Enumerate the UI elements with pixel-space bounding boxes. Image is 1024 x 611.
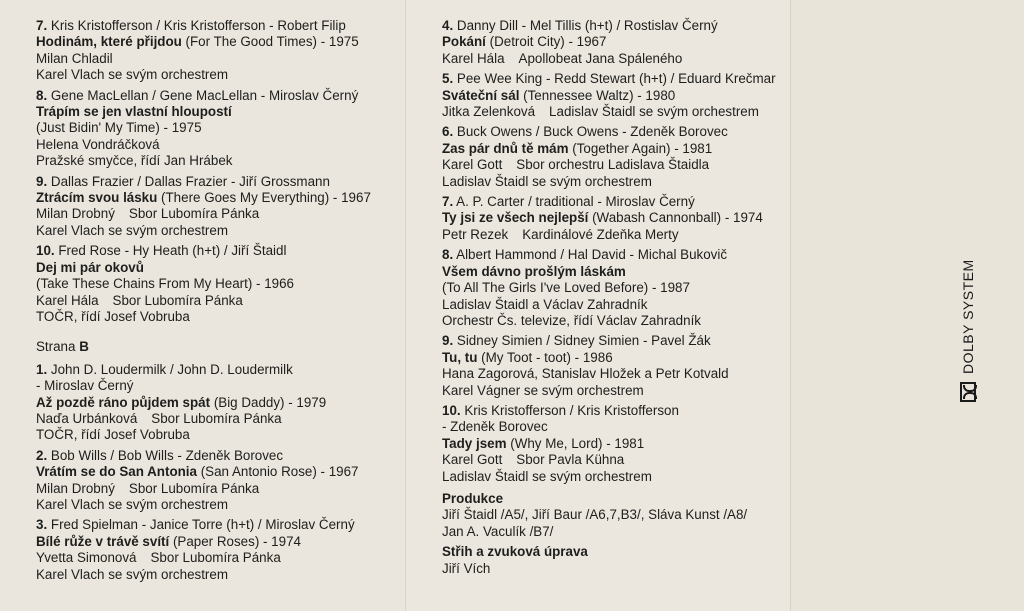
track-original-title: (Together Again) - 1981 xyxy=(568,140,713,156)
track-performers xyxy=(36,309,396,325)
track-performers xyxy=(36,276,396,292)
track-czech-title: Až pozdě ráno půjdem spát xyxy=(36,394,211,410)
track-authors-cont: - Zdeněk Borovec xyxy=(442,419,548,435)
track-czech-title: Ztrácím svou lásku xyxy=(36,190,158,206)
track-credits xyxy=(36,448,396,464)
track-number: 3. xyxy=(36,517,48,533)
track-authors: Pee Wee King - Redd Stewart (h+t) / Eduard Krečmar xyxy=(453,71,776,87)
track-authors: Danny Dill - Mel Tillis (h+t) / Rostislav Černý xyxy=(453,18,718,33)
track-czech-title: Hodinám, které přijdou xyxy=(36,34,182,50)
track-performers xyxy=(36,481,396,497)
track-czech-title: Zas pár dnů tě mám xyxy=(442,140,569,156)
track-authors: Fred Spielman - Janice Torre (h+t) / Miroslav Černý xyxy=(47,517,355,533)
track-title xyxy=(442,34,787,50)
track-original-title: (Big Daddy) - 1979 xyxy=(210,394,327,410)
track-performers xyxy=(442,366,787,382)
track-authors: Sidney Simien / Sidney Simien - Pavel Žák xyxy=(453,333,711,349)
track-number: 10. xyxy=(442,402,461,418)
performer: Ladislav Štaidl se svým orchestrem xyxy=(442,468,652,484)
track-authors-cont: - Miroslav Černý xyxy=(36,378,134,394)
performer: Pražské smyčce, řídí Jan Hrábek xyxy=(36,153,233,169)
performer: Jitka Zelenková xyxy=(442,104,536,120)
track-title xyxy=(442,88,787,104)
performer: TOČR, řídí Josef Vobruba xyxy=(36,308,190,324)
performer: Karel Gott xyxy=(442,157,503,173)
track-title xyxy=(36,395,396,411)
performer: Sbor Lubomíra Pánka xyxy=(150,550,281,566)
performer: Karel Vlach se svým orchestrem xyxy=(36,566,228,582)
side-b-track-list-left xyxy=(36,362,396,583)
track-original-title: (San Antonio Rose) - 1967 xyxy=(196,464,359,480)
track-title xyxy=(36,534,396,550)
track-credits xyxy=(442,194,787,210)
track-title xyxy=(442,141,787,157)
track-entry xyxy=(36,243,396,325)
performer: Sbor Lubomíra Pánka xyxy=(128,480,260,496)
production-line: Jiří Štaidl /A5/, Jiří Baur /A6,7,B3/, Sláva Kunst /A8/ xyxy=(442,507,748,523)
performer: Naďa Urbánková xyxy=(36,410,138,426)
track-entry xyxy=(36,517,396,583)
track-entry xyxy=(36,18,396,84)
track-credits xyxy=(442,18,787,34)
track-czech-title: Ty jsi ze všech nejlepší xyxy=(442,210,589,226)
track-performers xyxy=(36,120,396,136)
track-credits xyxy=(36,174,396,190)
performer: Yvetta Simonová xyxy=(36,550,137,566)
edit-name: Jiří Vích xyxy=(442,560,491,576)
track-entry xyxy=(36,88,396,170)
performer: TOČR, řídí Josef Vobruba xyxy=(36,427,190,443)
track-czech-title: Pokání xyxy=(442,34,486,50)
performer: Helena Vondráčková xyxy=(36,136,160,152)
track-number: 2. xyxy=(36,447,48,463)
track-title xyxy=(36,34,396,50)
track-performers xyxy=(36,427,396,443)
track-czech-title: Dej mi pár okovů xyxy=(36,259,144,275)
track-number: 1. xyxy=(36,361,48,377)
track-credits xyxy=(36,362,396,378)
track-title xyxy=(36,190,396,206)
track-number: 5. xyxy=(442,71,454,87)
performer: Sbor Lubomíra Pánka xyxy=(112,292,243,308)
track-credits xyxy=(442,247,787,263)
performer: Apollobeat Jana Spáleného xyxy=(518,50,683,66)
track-performers xyxy=(442,104,787,120)
track-title xyxy=(442,436,787,452)
track-authors: A. P. Carter / traditional - Miroslav Černý xyxy=(453,194,695,210)
track-performers xyxy=(442,469,787,485)
performer: Karel Vlach se svým orchestrem xyxy=(36,222,228,238)
track-number: 9. xyxy=(36,173,48,189)
track-title xyxy=(36,260,396,276)
performer: Orchestr Čs. televize, řídí Václav Zahradník xyxy=(442,312,701,328)
track-entry xyxy=(36,448,396,514)
track-authors: Kris Kristofferson / Kris Kristofferson xyxy=(460,402,679,418)
dolby-logo-icon xyxy=(960,382,976,402)
track-number: 9. xyxy=(442,333,454,349)
track-title xyxy=(442,264,787,280)
track-performers xyxy=(36,293,396,309)
track-performers xyxy=(36,206,396,222)
side-b-track-list-right xyxy=(442,18,787,485)
production-credits xyxy=(442,491,787,577)
performer: Milan Drobný xyxy=(36,480,115,496)
track-original-title: (Detroit City) - 1967 xyxy=(485,34,607,50)
track-czech-title: Sváteční sál xyxy=(442,87,520,103)
track-number: 10. xyxy=(36,243,55,259)
track-authors: Buck Owens / Buck Owens - Zdeněk Borovec xyxy=(453,124,728,140)
track-performers xyxy=(442,157,787,173)
performer: Ladislav Štaidl a Václav Zahradník xyxy=(442,296,648,312)
track-authors: Bob Wills / Bob Wills - Zdeněk Borovec xyxy=(47,447,284,463)
track-title xyxy=(442,350,787,366)
track-performers xyxy=(442,51,787,67)
track-title xyxy=(36,104,396,120)
track-authors: Fred Rose - Hy Heath (h+t) / Jiří Štaidl xyxy=(54,243,287,259)
track-entry xyxy=(442,403,787,485)
performer: Karel Hála xyxy=(442,50,505,66)
track-entry xyxy=(442,194,787,243)
track-number: 7. xyxy=(36,18,48,33)
track-original-title: (For The Good Times) - 1975 xyxy=(181,34,359,50)
dolby-system-mark xyxy=(960,259,976,402)
track-original-title: (Paper Roses) - 1974 xyxy=(169,533,301,549)
track-authors: Dallas Frazier / Dallas Frazier - Jiří Grossmann xyxy=(47,173,330,189)
track-credits xyxy=(442,124,787,140)
performer: Milan Chladil xyxy=(36,50,113,66)
track-czech-title: Vrátím se do San Antonia xyxy=(36,464,197,480)
production-line: Jan A. Vaculík /B7/ xyxy=(442,523,554,539)
track-number: 6. xyxy=(442,124,454,140)
dolby-text: DOLBY SYSTEM xyxy=(960,259,976,374)
track-credits xyxy=(442,71,787,87)
right-panel xyxy=(790,0,1024,611)
track-performers xyxy=(36,567,396,583)
track-performers xyxy=(36,137,396,153)
track-czech-title: Bílé růže v trávě svítí xyxy=(36,533,170,549)
track-performers xyxy=(442,297,787,313)
track-credits xyxy=(442,403,787,419)
track-title xyxy=(442,210,787,226)
track-number: 8. xyxy=(36,87,48,103)
track-performers xyxy=(36,67,396,83)
track-performers xyxy=(36,223,396,239)
track-credits xyxy=(36,517,396,533)
track-performers xyxy=(442,227,787,243)
track-czech-title: Všem dávno prošlým láskám xyxy=(442,263,626,279)
production-heading: Produkce xyxy=(442,490,504,506)
performer: Sbor Lubomíra Pánka xyxy=(128,206,260,222)
track-original-title: (My Toot - toot) - 1986 xyxy=(477,349,613,365)
performer: Kardinálové Zdeňka Merty xyxy=(522,226,679,242)
track-number: 8. xyxy=(442,247,454,263)
performer: (Take These Chains From My Heart) - 1966 xyxy=(36,276,294,292)
track-number: 7. xyxy=(442,194,454,210)
performer: (To All The Girls I've Loved Before) - 1987 xyxy=(442,280,690,296)
track-czech-title: Tu, tu xyxy=(442,349,478,365)
track-credits xyxy=(36,88,396,104)
left-column xyxy=(36,18,396,587)
track-original-title: (Why Me, Lord) - 1981 xyxy=(506,435,645,451)
track-original-title: (Tennessee Waltz) - 1980 xyxy=(519,87,676,103)
track-entry xyxy=(442,124,787,190)
track-performers xyxy=(442,280,787,296)
track-performers xyxy=(36,550,396,566)
track-performers xyxy=(36,153,396,169)
track-performers xyxy=(442,174,787,190)
track-entry xyxy=(36,362,396,444)
performer: (Just Bidin' My Time) - 1975 xyxy=(36,120,202,136)
track-performers xyxy=(442,383,787,399)
track-title xyxy=(36,464,396,480)
track-entry xyxy=(36,174,396,240)
track-original-title: (There Goes My Everything) - 1967 xyxy=(157,190,371,206)
track-original-title: (Wabash Cannonball) - 1974 xyxy=(588,210,763,226)
track-entry xyxy=(442,18,787,67)
track-performers xyxy=(36,411,396,427)
performer: Sbor Lubomíra Pánka xyxy=(151,410,282,426)
track-authors: Gene MacLellan / Gene MacLellan - Miroslav Černý xyxy=(47,87,359,103)
performer: Sbor orchestru Ladislava Štaidla xyxy=(516,157,710,173)
track-credits xyxy=(36,243,396,259)
track-entry xyxy=(442,71,787,120)
performer: Karel Hála xyxy=(36,292,99,308)
performer: Karel Vlach se svým orchestrem xyxy=(36,496,228,512)
performer: Ladislav Štaidl se svým orchestrem xyxy=(442,173,652,189)
track-number: 4. xyxy=(442,18,454,33)
track-czech-title: Trápím se jen vlastní hloupostí xyxy=(36,104,232,120)
performer: Milan Drobný xyxy=(36,206,115,222)
track-authors: Kris Kristofferson / Kris Kristofferson - Robert Filip xyxy=(47,18,346,33)
side-b-heading: Strana B xyxy=(36,339,89,355)
track-authors: John D. Loudermilk / John D. Loudermilk xyxy=(47,361,293,377)
performer: Hana Zagorová, Stanislav Hložek a Petr Kotvald xyxy=(442,366,729,382)
performer: Sbor Pavla Kühna xyxy=(516,452,625,468)
performer: Ladislav Štaidl se svým orchestrem xyxy=(549,104,759,120)
track-czech-title: Tady jsem xyxy=(442,435,507,451)
track-authors: Albert Hammond / Hal David - Michal Bukovič xyxy=(453,247,728,263)
track-credits xyxy=(36,18,396,34)
performer: Petr Rezek xyxy=(442,226,509,242)
middle-column xyxy=(442,18,787,581)
track-performers xyxy=(36,497,396,513)
track-performers xyxy=(442,452,787,468)
performer: Karel Vágner se svým orchestrem xyxy=(442,382,644,398)
performer: Karel Vlach se svým orchestrem xyxy=(36,67,228,83)
performer: Karel Gott xyxy=(442,452,503,468)
track-credits xyxy=(442,333,787,349)
track-performers xyxy=(442,313,787,329)
track-entry xyxy=(442,333,787,399)
side-a-track-list xyxy=(36,18,396,325)
track-entry xyxy=(442,247,787,329)
track-performers xyxy=(36,51,396,67)
edit-heading: Střih a zvuková úprava xyxy=(442,544,588,560)
